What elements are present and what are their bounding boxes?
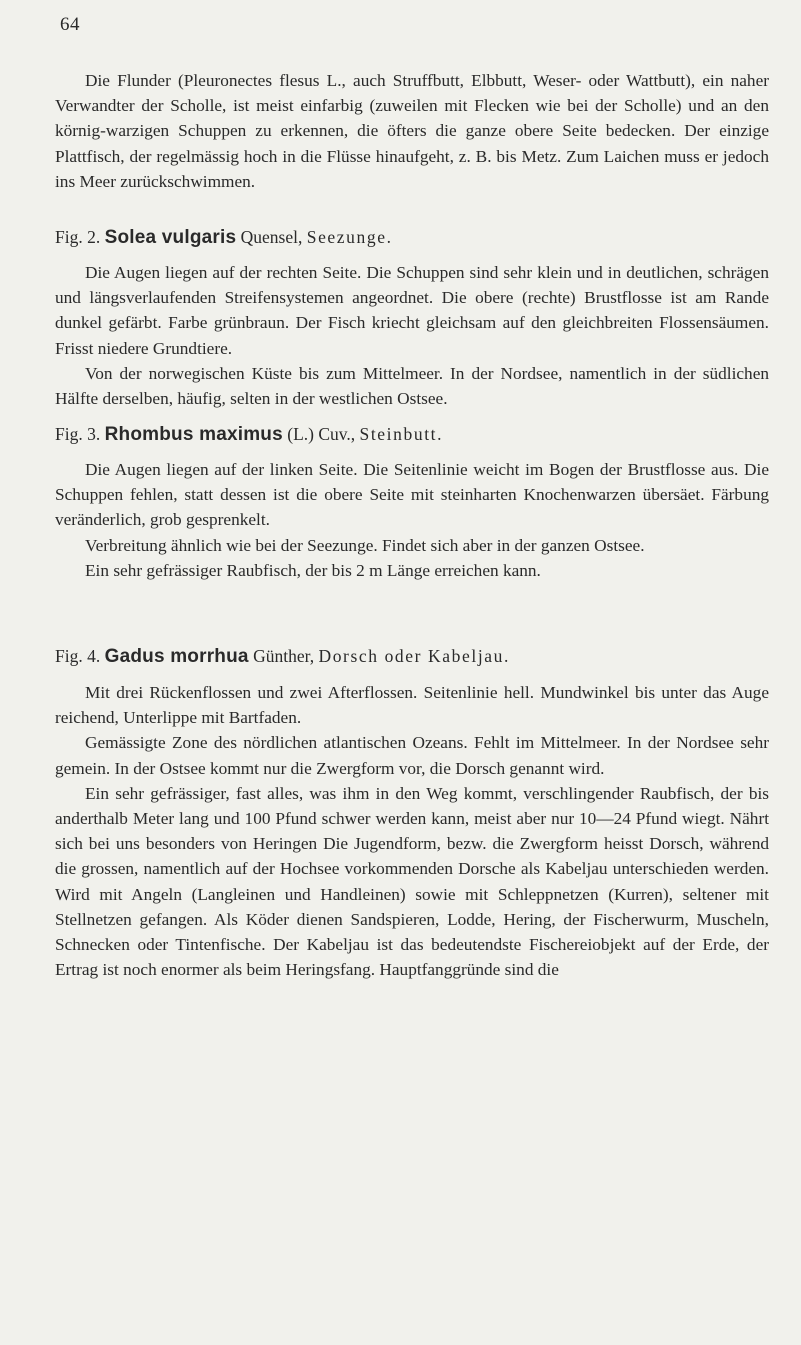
common-name: Dorsch oder Kabeljau.: [318, 646, 510, 666]
paragraph: Von der norwegischen Küste bis zum Mittelmeer. In der Nordsee, namentlich in der südlichen Hälfte derselben, häufig, selten in der westlichen Ostsee.: [55, 363, 769, 409]
intro-paragraph: Die Flunder (Pleuronectes flesus L., auch Struffbutt, Elbbutt, Weser- oder Wattbutt), ein naher Verwandter der Scholle, ist meist einfarbig (zuweilen mit Flecken wie bei der Scholle) und an den körnig-warzigen Schuppen zu erkennen, die öfters die ganze obere Seite bedecken. Der einzige Plattfisch, der regelmässig hoch in die Flüsse hinaufgeht, z. B. bis Metz. Zum Laichen muss er jedoch ins Meer zurückschwimmen.: [55, 71, 769, 191]
paragraph: Gemässigte Zone des nördlichen atlantischen Ozeans. Fehlt im Mittelmeer. In der Nordsee sehr gemein. In der Ostsee kommt nur die Zwergform vor, die Dorsch genannt wird.: [55, 733, 769, 778]
species-author: Günther,: [253, 646, 315, 666]
paragraph: Mit drei Rückenflossen und zwei Afterflossen. Seitenlinie hell. Mundwinkel bis unter das Auge reichend, Unterlippe mit Bartfaden.: [55, 683, 769, 728]
species-author: (L.) Cuv.,: [287, 424, 356, 444]
paragraph: Verbreitung ähnlich wie bei der Seezunge. Findet sich aber in der ganzen Ostsee.: [85, 535, 645, 555]
section-heading-fig-3: [55, 422, 769, 447]
section-body-fig-2: [55, 260, 769, 411]
page-number: 64: [60, 14, 80, 35]
paragraph: Die Augen liegen auf der rechten Seite. Die Schuppen sind sehr klein und in deutlichen, schrägen und längsverlaufenden Streifensystemen angeordnet. Die obere (rechte) Brustflosse ist am Rande dunkel gefärbt. Farbe grünbraun. Der Fisch kriecht gleichsam auf den gleichbreiten Flossensäumen. Frisst niedere Grundtiere.: [55, 263, 769, 358]
common-name: Steinbutt.: [359, 424, 444, 444]
fig-number: Fig. 4.: [55, 646, 101, 666]
intro-block: [55, 68, 769, 194]
paragraph: Die Augen liegen auf der linken Seite. Die Seitenlinie weicht im Bogen der Brustflosse aus. Die Schuppen fehlen, statt dessen ist die obere Seite mit steinharten Knochenwarzen übersäet. Färbung veränderlich, grob gesprenkelt.: [55, 460, 769, 530]
fig-number: Fig. 2.: [55, 227, 101, 247]
species-author: Quensel,: [240, 227, 303, 247]
paragraph: Ein sehr gefrässiger Raubfisch, der bis 2 m Länge erreichen kann.: [85, 560, 541, 580]
common-name: Seezunge.: [306, 227, 393, 247]
paragraph: Ein sehr gefrässiger, fast alles, was ihm in den Weg kommt, verschlingender Raubfisch, der bis anderthalb Meter lang und 100 Pfund schwer werden kann, meist aber nur 10—24 Pfund wiegt. Nährt sich bei uns besonders von Heringen Die Jugendform, bezw. die Zwergform heisst Dorsch, während die grossen, namentlich auf der Hochsee vorkommenden Dorsche als Kabeljau unterschieden werden. Wird mit Angeln (Langleinen und Handleinen) sowie mit Schleppnetzen (Kurren), seltener mit Stellnetzen gefangen. Als Köder dienen Sandspieren, Lodde, Hering, der Fischerwurm, Muscheln, Schnecken oder Tintenfische. Der Kabeljau ist das bedeutendste Fischereiobjekt auf der Erde, der Ertrag ist noch enormer als beim Heringsfang. Hauptfanggründe sind die: [55, 783, 769, 980]
species-name: Solea vulgaris: [104, 227, 237, 248]
species-name: Rhombus maximus: [104, 424, 283, 445]
section-body-fig-3: [55, 457, 769, 583]
section-heading-fig-4: [55, 644, 769, 669]
section-heading-fig-2: [55, 225, 769, 250]
fig-number: Fig. 3.: [55, 424, 101, 444]
section-body-fig-4: [55, 680, 769, 982]
species-name: Gadus morrhua: [104, 646, 249, 667]
